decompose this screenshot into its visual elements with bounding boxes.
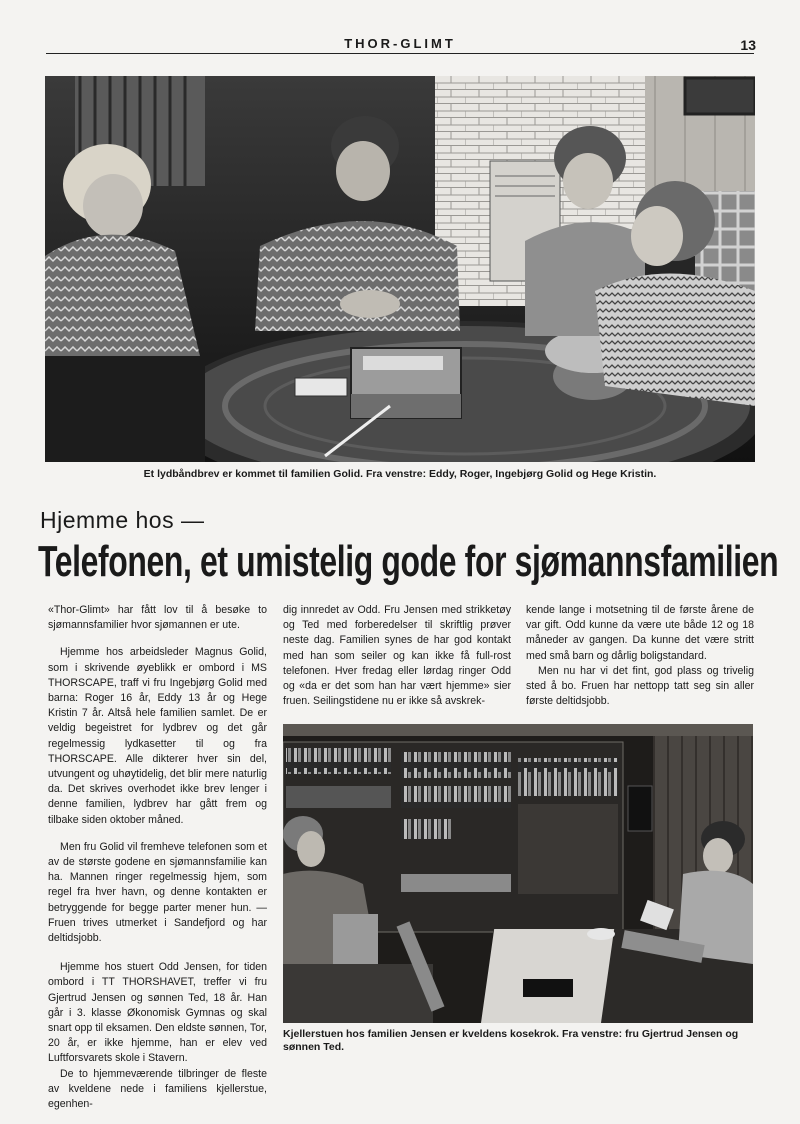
paragraph: De to hjemmeværende tilbringer de fleste av kveldene nede i familiens kjellerstue, egenhen-	[48, 1067, 267, 1111]
paragraph: Men fru Golid vil fremheve telefonen som et av de største godene en sjømannsfamilie kan ha. Mannen ringer regelmessig hjem, som regel fra hver havn, og denne kontakten er betryggende for begge parter mener hun. — Fruen trives utmerket i Sandefjord og har deltidsjobb.	[48, 840, 267, 945]
paragraph: «Thor-Glimt» har fått lov til å besøke to sjømannsfamilier hvor sjømannen er ute.	[48, 604, 267, 632]
headline-container	[38, 536, 779, 588]
article-kicker: Hjemme hos —	[40, 507, 205, 533]
paragraph: dig innredet av Odd. Fru Jensen med strikketøy og Ted med forberedelser til skriftlig prøver neste dag. Familien synes de har god kontakt med han som seiler og kan ikke få full-rost telefonen. Hver fredag eller lørdag ringer Odd og «da er det som han har vært hjemme» sier fruen. Seilingstidene nu er ikke så avskrek-	[283, 604, 511, 708]
magazine-title: THOR-GLIMT	[344, 36, 456, 51]
paragraph: Hjemme hos arbeidsleder Magnus Golid, som i skrivende øyeblikk er ombord i MS THORSCAPE, traff vi fru Ingebjørg Golid med barna: Roger 16 år, Eddy 13 år og Hege Kristin 7 år. Altså hele familien samlet. De er veldig begeistret for lydbrev og det går regelmessig lydkasetter til og fra THORSCAPE. Alle dikterer hver sin del, utvungent og uhøytidelig, det blir mere naturlig da. Det skrives overhodet ikke brev lenger i denne familien, lydbrev har gått frem og tilbake siden oktober måned.	[48, 646, 267, 826]
page-number: 13	[740, 37, 756, 53]
family-jensen-photo	[283, 724, 753, 1023]
photo2-caption: Kjellerstuen hos familien Jensen er kveldens kosekrok. Fra venstre: fru Gjertrud Jensen og sønnen Ted.	[283, 1028, 739, 1053]
paragraph: kende lange i motsetning til de første årene de var gift. Odd kunne da være ute både 12 og 18 måneder av gangen. Da kunne det være stritt med små barn og dårlig boligstandard.	[526, 604, 754, 662]
article-column-1	[48, 603, 267, 1124]
paragraph: Men nu har vi det fint, god plass og trivelig sted å bo. Fruen har nettopp tatt seg sin aller første deltidsjobb.	[526, 664, 754, 708]
article-column-3	[526, 603, 754, 721]
article-column-2	[283, 603, 511, 721]
paragraph: Hjemme hos stuert Odd Jensen, for tiden ombord i TT THORSHAVET, treffer vi fru Gjertrud Jensen og sønnen Ted, 18 år. Han går i 3. klasse Økonomisk Gymnas og skal snart opp til eksamen. Den eldste sønnen, Tor, 20 år, er ikke hjemme, han er elev ved Luftforsvarets skole i Stavern.	[48, 961, 267, 1065]
header-rule	[46, 53, 754, 54]
family-golid-photo	[45, 76, 755, 462]
bleed-through-texture	[302, 495, 472, 525]
photo1-caption: Et lydbåndbrev er kommet til familien Golid. Fra venstre: Eddy, Roger, Ingebjørg Golid og Hege Kristin.	[143, 468, 657, 480]
article-headline: Telefonen, et umistelig gode for sjømannsfamilien	[38, 537, 779, 586]
